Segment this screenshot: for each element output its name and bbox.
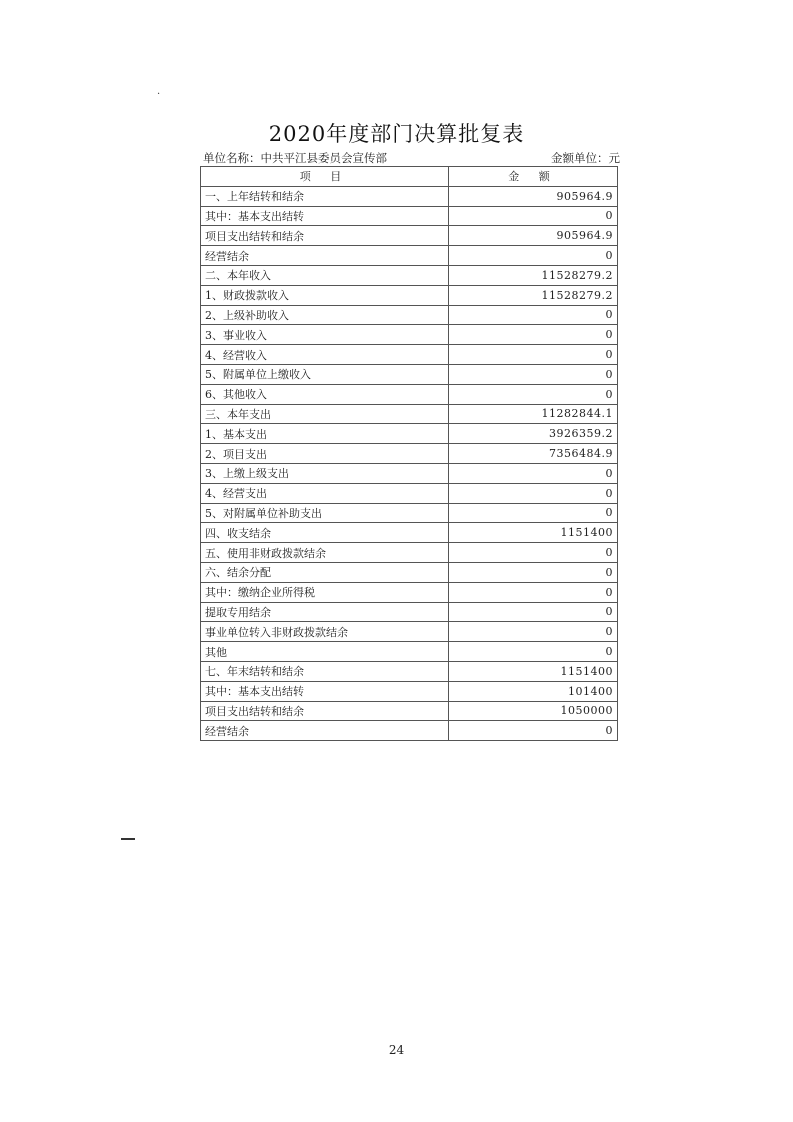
table-row bbox=[201, 345, 618, 365]
unit-name: 单位名称：中共平江县委员会宣传部 bbox=[203, 151, 387, 165]
row-amount: 0 bbox=[449, 622, 618, 642]
row-amount: 1151400 bbox=[449, 661, 618, 681]
row-item-label: 1、财政拨款收入 bbox=[201, 285, 449, 305]
currency-unit: 金额单位：元 bbox=[551, 151, 620, 165]
row-item-label: 其他 bbox=[201, 642, 449, 662]
scan-mark: · bbox=[157, 89, 161, 100]
row-item-label: 五、使用非财政拨款结余 bbox=[201, 543, 449, 563]
row-item-label: 一、上年结转和结余 bbox=[201, 186, 449, 206]
table-row bbox=[201, 602, 618, 622]
table-row bbox=[201, 523, 618, 543]
row-amount: 0 bbox=[449, 345, 618, 365]
table-row bbox=[201, 206, 618, 226]
table-row bbox=[201, 384, 618, 404]
row-amount: 11528279.2 bbox=[449, 285, 618, 305]
table-row bbox=[201, 721, 618, 741]
row-item-label: 6、其他收入 bbox=[201, 384, 449, 404]
row-amount: 0 bbox=[449, 364, 618, 384]
row-amount: 11528279.2 bbox=[449, 265, 618, 285]
row-item-label: 三、本年支出 bbox=[201, 404, 449, 424]
table-row bbox=[201, 444, 618, 464]
table-header-row bbox=[201, 167, 618, 187]
row-item-label: 项目支出结转和结余 bbox=[201, 226, 449, 246]
table-row bbox=[201, 246, 618, 266]
table-row bbox=[201, 503, 618, 523]
column-header-amount: 金 额 bbox=[449, 167, 618, 187]
row-amount: 0 bbox=[449, 642, 618, 662]
table-body bbox=[201, 186, 618, 740]
page-title: 2020年度部门决算批复表 bbox=[268, 122, 525, 146]
row-item-label: 5、对附属单位补助支出 bbox=[201, 503, 449, 523]
row-item-label: 其中：基本支出结转 bbox=[201, 206, 449, 226]
row-amount: 0 bbox=[449, 503, 618, 523]
row-item-label: 其中：缴纳企业所得税 bbox=[201, 582, 449, 602]
row-amount: 0 bbox=[449, 721, 618, 741]
row-amount: 101400 bbox=[449, 681, 618, 701]
row-item-label: 事业单位转入非财政拨款结余 bbox=[201, 622, 449, 642]
table-row bbox=[201, 622, 618, 642]
row-item-label: 经营结余 bbox=[201, 721, 449, 741]
row-amount: 0 bbox=[449, 325, 618, 345]
row-amount: 0 bbox=[449, 562, 618, 582]
table-row bbox=[201, 186, 618, 206]
row-item-label: 四、收支结余 bbox=[201, 523, 449, 543]
table-row bbox=[201, 701, 618, 721]
table-row bbox=[201, 364, 618, 384]
scan-mark-line bbox=[121, 838, 135, 840]
row-item-label: 七、年末结转和结余 bbox=[201, 661, 449, 681]
table-row bbox=[201, 305, 618, 325]
table-row bbox=[201, 325, 618, 345]
row-amount: 0 bbox=[449, 463, 618, 483]
row-item-label: 4、经营支出 bbox=[201, 483, 449, 503]
table-row bbox=[201, 483, 618, 503]
row-amount: 0 bbox=[449, 582, 618, 602]
row-amount: 0 bbox=[449, 602, 618, 622]
row-amount: 0 bbox=[449, 483, 618, 503]
row-item-label: 其中：基本支出结转 bbox=[201, 681, 449, 701]
row-item-label: 1、基本支出 bbox=[201, 424, 449, 444]
row-item-label: 项目支出结转和结余 bbox=[201, 701, 449, 721]
row-item-label: 提取专用结余 bbox=[201, 602, 449, 622]
table-row bbox=[201, 285, 618, 305]
row-amount: 0 bbox=[449, 206, 618, 226]
row-amount: 0 bbox=[449, 246, 618, 266]
row-amount: 0 bbox=[449, 305, 618, 325]
table-row bbox=[201, 404, 618, 424]
row-item-label: 2、项目支出 bbox=[201, 444, 449, 464]
row-amount: 905964.9 bbox=[449, 226, 618, 246]
row-item-label: 二、本年收入 bbox=[201, 265, 449, 285]
table-row bbox=[201, 642, 618, 662]
row-amount: 1050000 bbox=[449, 701, 618, 721]
table-row bbox=[201, 463, 618, 483]
table-row bbox=[201, 424, 618, 444]
table-row bbox=[201, 226, 618, 246]
table-row bbox=[201, 543, 618, 563]
table-row bbox=[201, 265, 618, 285]
table-row bbox=[201, 681, 618, 701]
row-amount: 0 bbox=[449, 543, 618, 563]
row-amount: 905964.9 bbox=[449, 186, 618, 206]
column-header-item: 项 目 bbox=[201, 167, 449, 187]
row-item-label: 3、事业收入 bbox=[201, 325, 449, 345]
row-amount: 11282844.1 bbox=[449, 404, 618, 424]
budget-table bbox=[200, 166, 618, 741]
row-amount: 3926359.2 bbox=[449, 424, 618, 444]
row-item-label: 2、上级补助收入 bbox=[201, 305, 449, 325]
row-amount: 1151400 bbox=[449, 523, 618, 543]
table-row bbox=[201, 562, 618, 582]
page-number: 24 bbox=[388, 1043, 405, 1057]
row-item-label: 4、经营收入 bbox=[201, 345, 449, 365]
row-amount: 0 bbox=[449, 384, 618, 404]
row-item-label: 5、附属单位上缴收入 bbox=[201, 364, 449, 384]
table-row bbox=[201, 582, 618, 602]
row-amount: 7356484.9 bbox=[449, 444, 618, 464]
row-item-label: 经营结余 bbox=[201, 246, 449, 266]
row-item-label: 3、上缴上级支出 bbox=[201, 463, 449, 483]
table-row bbox=[201, 661, 618, 681]
row-item-label: 六、结余分配 bbox=[201, 562, 449, 582]
